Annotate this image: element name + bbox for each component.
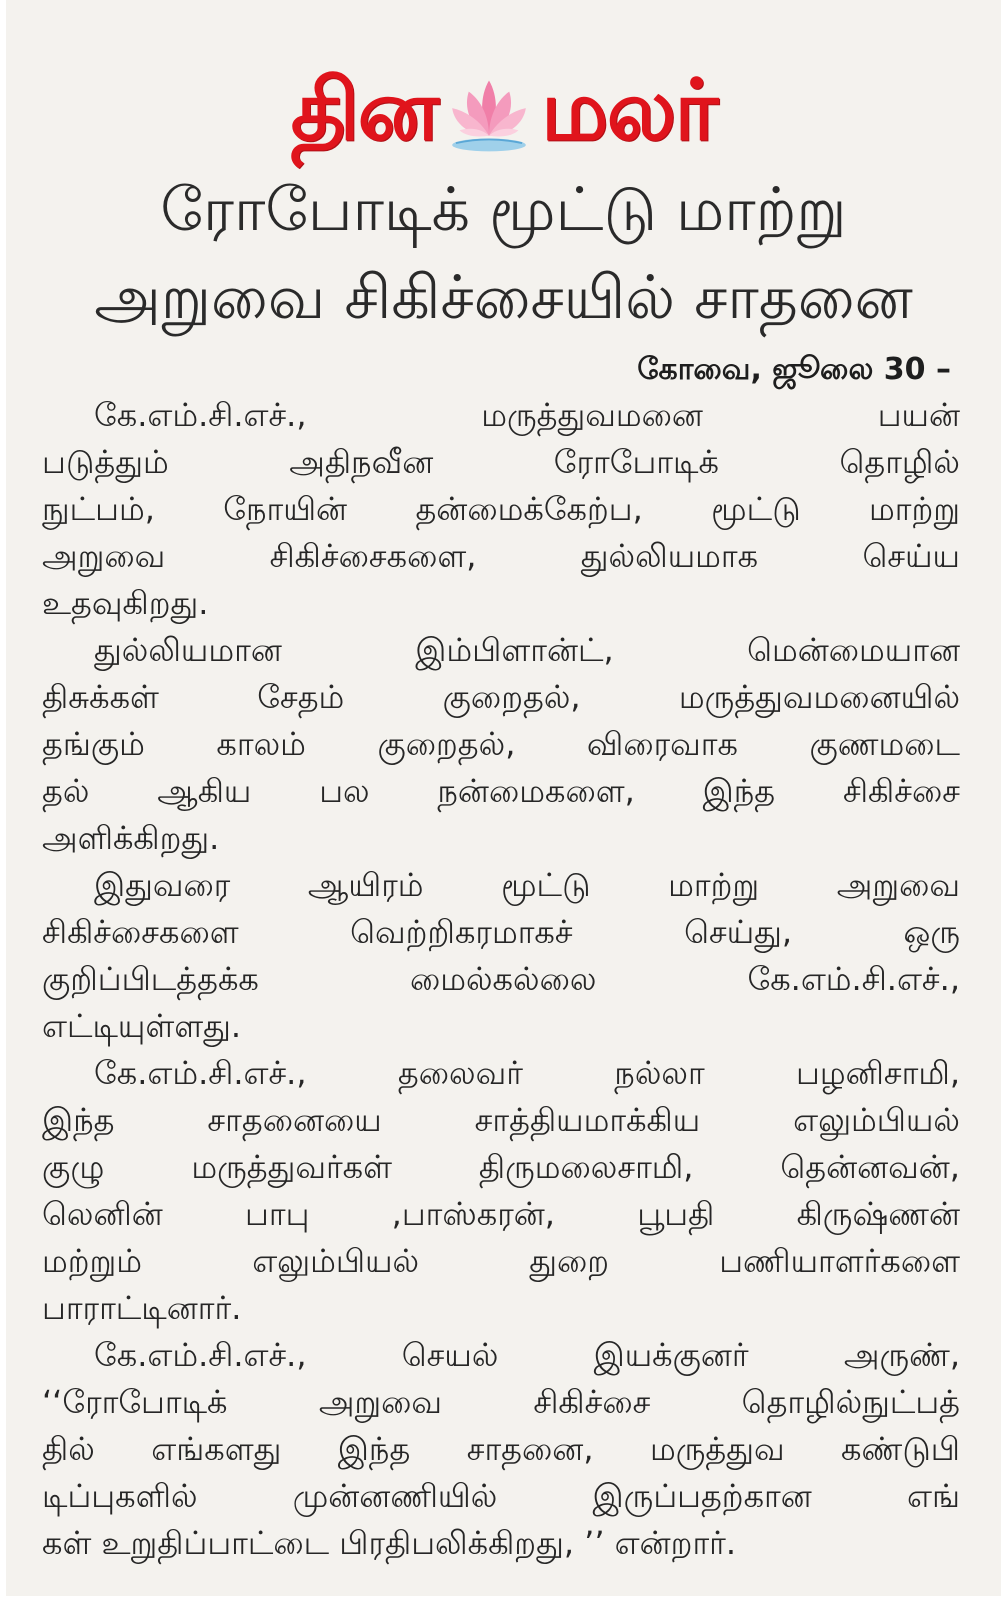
article-line: பாராட்டினார். bbox=[42, 1289, 242, 1327]
article-line: கே.எம்.சி.எச்., தலைவர் நல்லா பழனிசாமி, bbox=[94, 1054, 960, 1092]
article-line: குறிப்பிடத்தக்க மைல்கல்லை கே.எம்.சி.எச்., bbox=[42, 960, 960, 998]
paragraph bbox=[42, 1050, 960, 1332]
headline-line-1: ரோபோடிக் மூட்டு மாற்று bbox=[160, 175, 847, 245]
article-line: அளிக்கிறது. bbox=[42, 819, 220, 857]
article-line: ‘‘ரோபோடிக் அறுவை சிகிச்சை தொழில்நுட்பத் bbox=[42, 1383, 960, 1421]
article-line: டிப்புகளில் முன்னணியில் இருப்பதற்கான எங் bbox=[42, 1477, 960, 1515]
article-line: லெனின் பாபு ,பாஸ்கரன், பூபதி கிருஷ்ணன் bbox=[42, 1195, 960, 1233]
paragraph bbox=[42, 1332, 960, 1567]
article-line: அறுவை சிகிச்சைகளை, துல்லியமாக செய்ய bbox=[42, 537, 960, 575]
newspaper-clipping bbox=[6, 0, 1001, 1596]
article-line: இதுவரை ஆயிரம் மூட்டு மாற்று அறுவை bbox=[94, 866, 960, 904]
article-line: கே.எம்.சி.எச்., செயல் இயக்குனர் அருண், bbox=[94, 1336, 960, 1374]
article-line: குழு மருத்துவர்கள் திருமலைசாமி, தென்னவன், bbox=[42, 1148, 960, 1186]
article-line: உதவுகிறது. bbox=[42, 584, 209, 622]
paragraph bbox=[42, 627, 960, 862]
lotus-icon bbox=[443, 64, 535, 156]
article-line: தில் எங்களது இந்த சாதனை, மருத்துவ கண்டுபி bbox=[42, 1430, 960, 1468]
masthead bbox=[6, 55, 1001, 165]
paragraph bbox=[42, 392, 960, 627]
article-line: எட்டியுள்ளது. bbox=[42, 1007, 242, 1045]
article-line: கே.எம்.சி.எச்., மருத்துவமனை பயன் bbox=[94, 396, 960, 434]
paragraph bbox=[42, 862, 960, 1050]
article-line: திசுக்கள் சேதம் குறைதல், மருத்துவமனையில் bbox=[42, 678, 960, 716]
article-line: துல்லியமான இம்பிளான்ட், மென்மையான bbox=[94, 631, 960, 669]
article-line: சிகிச்சைகளை வெற்றிகரமாகச் செய்து, ஒரு bbox=[42, 913, 960, 951]
dateline: கோவை, ஜூலை 30 – bbox=[637, 352, 951, 387]
article-line: நுட்பம், நோயின் தன்மைக்கேற்ப, மூட்டு மாற்று bbox=[42, 490, 960, 528]
article-line: தங்கும் காலம் குறைதல், விரைவாக குணமடை bbox=[42, 725, 960, 763]
headline-line-2: அறுவை சிகிச்சையில் சாதனை bbox=[94, 263, 913, 333]
masthead-left-word: தின bbox=[290, 60, 438, 159]
article-line: கள் உறுதிப்பாட்டை பிரதிபலிக்கிறது, ’’ என்றார். bbox=[42, 1524, 737, 1562]
article-line: இந்த சாதனையை சாத்தியமாக்கிய எலும்பியல் bbox=[42, 1101, 960, 1139]
article-line: மற்றும் எலும்பியல் துறை பணியாளர்களை bbox=[42, 1242, 960, 1280]
article-line: தல் ஆகிய பல நன்மைகளை, இந்த சிகிச்சை bbox=[42, 772, 960, 810]
masthead-right-word: மலர் bbox=[541, 60, 717, 159]
article-line: படுத்தும் அதிநவீன ரோபோடிக் தொழில் bbox=[42, 443, 960, 481]
